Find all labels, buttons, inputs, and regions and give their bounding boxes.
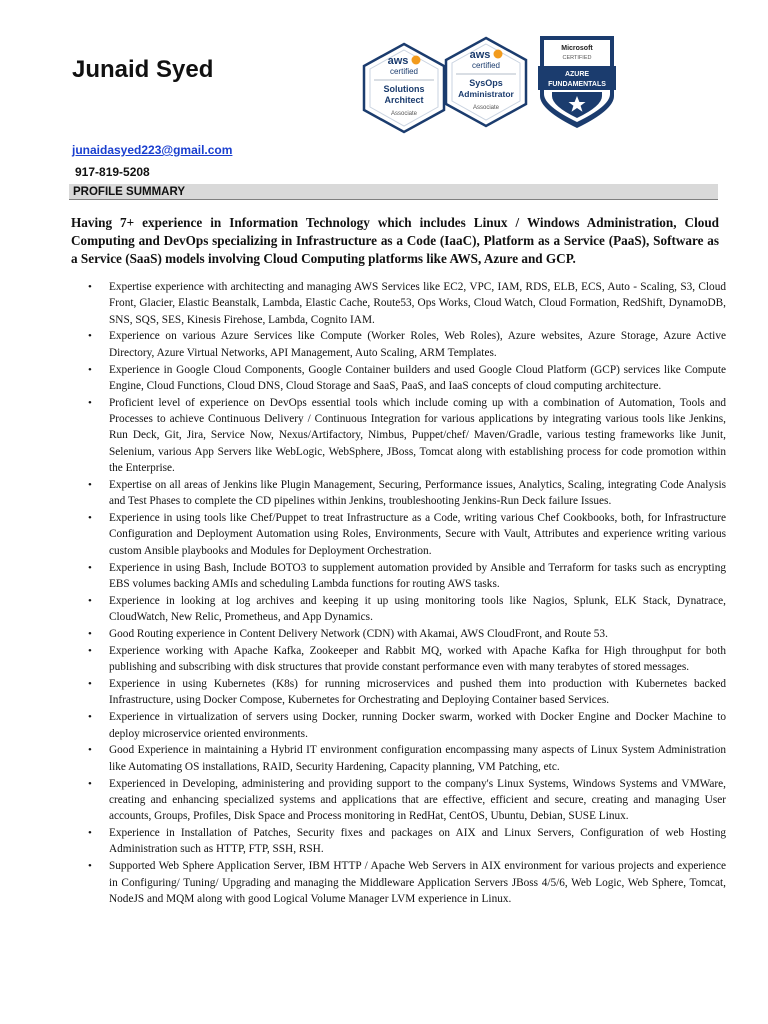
list-item: • Experience in virtualization of servers using Docker, running Docker swarm, worked with Docker Engine and Docker Machine to deploy microservice oriented environments. [88, 711, 726, 740]
profile-summary-text: Having 7+ experience in Information Technology which includes Linux / Windows Administration, Cloud Computing and DevOps specializing in Infrastructure as a Code (IaaC), Platform as a Service (PaaS), Software as a Service (SaaS) models involving Cloud Computing platforms like AWS, Azure and GCP. [71, 215, 719, 266]
badge-line1: certified [389, 67, 419, 76]
list-item: • Experienced in Developing, administering and providing support to the company's Linux Systems, Windows Systems and VMWare, creating and enhancing specialized systems and applications that are effective, efficient and secure, creating and managing User accounts, Groups, Profiles, Disk Space and Process monitoring in RedHat, CentOS, Ubuntu, Debian, SUSE Linux. [88, 777, 726, 823]
badge-brand: aws [387, 55, 409, 67]
badge-line1: certified [471, 61, 501, 70]
list-item: • Good Experience in maintaining a Hybrid IT environment configuration encompassing many aspects of Linux System Administration like Automating OS installations, RAID, Security Hardening, Capacity planning, VM Patching, etc. [88, 744, 726, 773]
aws-sysops-administrator-badge [442, 36, 530, 128]
list-item: • Supported Web Sphere Application Server, IBM HTTP / Apache Web Servers in AIX environment for various projects and experience in Configuring/ Tuning/ Upgrading and managing the Middleware Application Servers JBoss 4/5/6, Web Logic, Web Sphere, Tomcat, NodeJS and MQM along with good Logical Volume Manager LVM experience in Linux. [88, 860, 726, 905]
badge-title2: FUNDAMENTALS [548, 81, 606, 88]
badge-title1: AZURE [564, 71, 590, 78]
list-item: • Expertise experience with architecting and managing AWS Services like EC2, VPC, IAM, RDS, ELB, ECS, Auto - Scaling, S3, Cloud Front, Glacier, Elastic Beanstalk, Lambda, Elastic Cache, Route53, Ops Works, Cloud Watch, Cloud Formation, RedShift, DynamoDB, SNS, SQS, SES, Kinesis Firehose, Lambda, Cognito IAM. [88, 281, 726, 326]
check-icon [412, 56, 421, 65]
badge-title2: Architect [384, 95, 424, 105]
list-item: • Experience on various Azure Services like Compute (Worker Roles, Web Roles), Azure websites, Azure Storage, Azure Active Directory, Azure Virtual Networks, API Management, Auto Scaling, ARM Templates. [88, 330, 726, 359]
badge-brand: aws [469, 49, 491, 61]
badge-line1: CERTIFIED [562, 55, 592, 61]
badge-title2: Administrator [458, 89, 514, 99]
badge-level: Associate [390, 111, 418, 117]
badge-level: Associate [472, 105, 500, 111]
azure-fundamentals-badge [532, 30, 622, 132]
certification-badges [360, 28, 630, 138]
list-item: • Expertise on all areas of Jenkins like Plugin Management, Securing, Performance issues, Analytics, Scaling, integrating Code Analysis and Test Phases to complete the CD pipelines within Jenkins, troubleshooting Jenkins-Run Deck failure Issues. [88, 478, 726, 508]
list-item: • Experience in Installation of Patches, Security fixes and packages on AIX and Linux Servers, Configuration of web Hosting Administration such as HTTP, FTP, SSH, RSH. [88, 827, 726, 856]
list-item: • Proficient level of experience on DevOps essential tools which include coming up with a combination of Automation, Tools and Processes to achieve Continuous Delivery / Continuous Integration for various applications by integrating various tools like Jenkins, Run Deck, Git, Jira, Service Now, Nexus/Artifactory, Nimbus, Puppet/chef/ Maven/Gradle, various testing frameworks like Junit, Selenium, various App Servers like WebLogic, WebSphere, JBoss, Tomcat along with establishing process for code promotion within the Enterprise. [88, 396, 726, 475]
badge-brand: Microsoft [561, 45, 593, 52]
email-link[interactable]: junaidasyed223@gmail.com [72, 143, 233, 157]
section-heading-profile-summary: PROFILE SUMMARY [69, 184, 718, 200]
list-item: • Experience working with Apache Kafka, Zookeeper and Rabbit MQ, worked with Apache Kafka for High throughput for both publishing and subscribing with disk structures that provide constant performance even with many terabytes of stored messages. [88, 644, 726, 674]
badge-title1: Solutions [383, 84, 425, 94]
check-icon [494, 50, 503, 59]
list-item: • Experience in looking at log archives and keeping it up using monitoring tools like Nagios, Splunk, ELK Stack, Dynatrace, CloudWatch, New Relic, Prometheus, and App Dynamics. [88, 594, 726, 624]
list-item: • Experience in using tools like Chef/Puppet to treat Infrastructure as a Code, writing various Chef Cookbooks, both, for Infrastructure Configuration and Deployment Automation using Roles, Environments, Secure with Vault, Attributes and experience writing various custom Ansible playbooks and Modules for Deployment Orchestration. [88, 512, 726, 557]
aws-solutions-architect-badge [360, 42, 448, 134]
list-item: • Experience in Google Cloud Components, Google Container builders and used Google Cloud Platform (GCP) services like Compute Engine, Cloud Functions, Cloud DNS, Cloud Storage and SaaS, PaaS, and IaaS concepts of cloud computing architecture. [88, 363, 726, 392]
phone-number: 917-819-5208 [75, 165, 150, 179]
badge-title1: SysOps [469, 78, 503, 88]
list-item: • Experience in using Kubernetes (K8s) for running microservices and pushed them into production with Kubernetes backed Infrastructure, using Docker Compose, Kubernetes for Orchestrating and Deploying Container based Services. [88, 678, 726, 707]
candidate-name: Junaid Syed [72, 56, 214, 83]
experience-bullet-list [71, 279, 726, 908]
list-item: • Good Routing experience in Content Delivery Network (CDN) with Akamai, AWS CloudFront, and Route 53. [88, 627, 608, 640]
list-item: • Experience in using Bash, Include BOTO3 to supplement automation provided by Ansible and Terraform for tasks such as encrypting EBS volumes backing AMIs and scheduling Lambda functions for routing AWS tasks. [88, 561, 726, 590]
